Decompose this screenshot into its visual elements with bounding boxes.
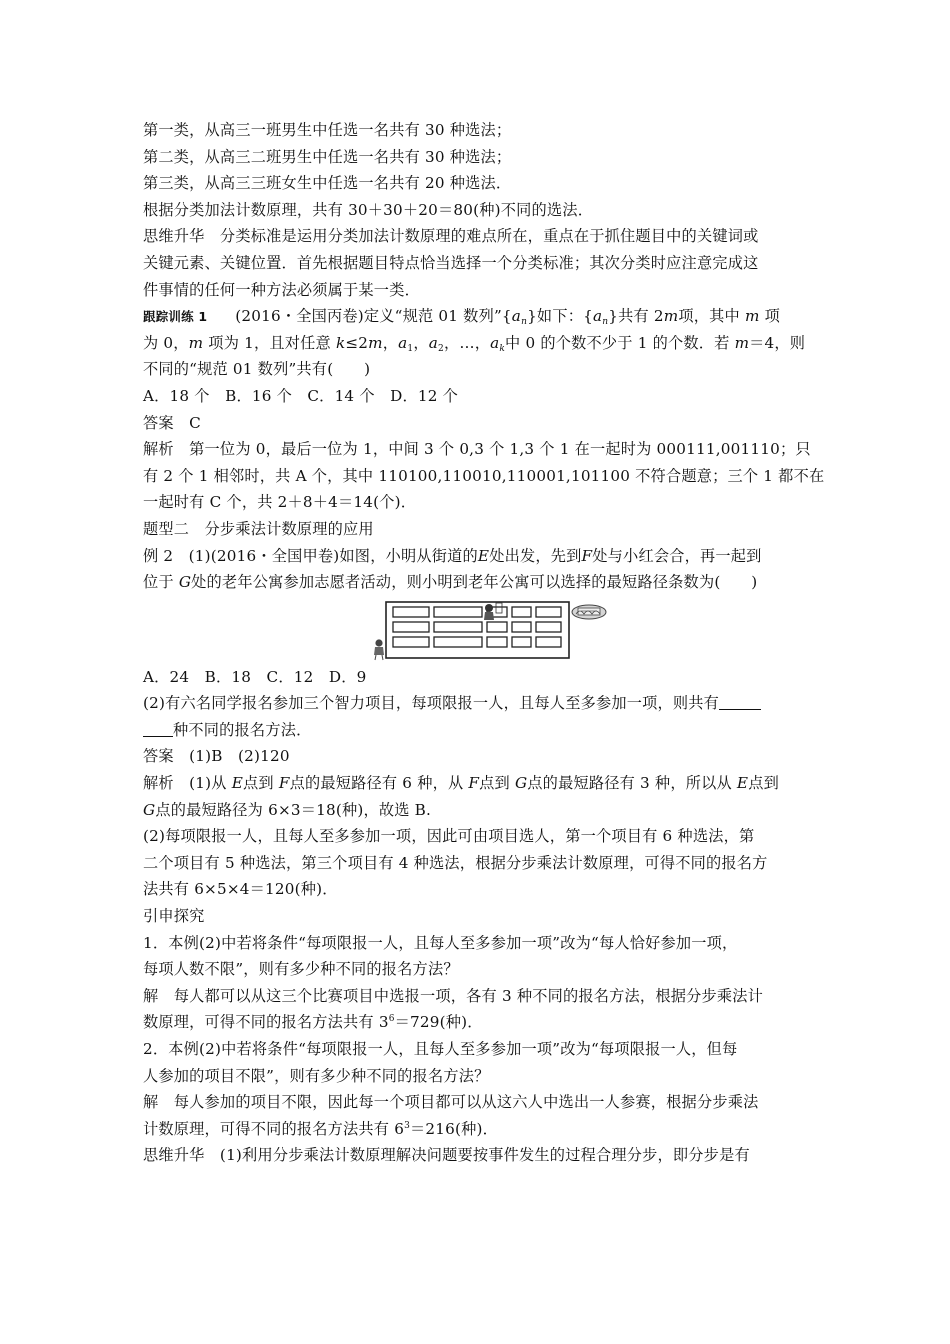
- text-line: 1．本例(2)中若将条件“每项限报一人，且每人至多参加一项”改为“每人恰好参加一项，: [143, 933, 738, 952]
- road-outer-frame: [386, 602, 569, 658]
- text-line: 根据分类加法计数原理，共有 30＋30＋20＝80(种)不同的选法．: [143, 200, 594, 219]
- street-map-figure: [143, 600, 815, 662]
- fill-blank: [143, 722, 173, 737]
- answer-options: A．24 B．18 C．12 D．9: [143, 667, 367, 686]
- text-line: 人参加的项目不限”，则有多少种不同的报名方法？: [143, 1066, 490, 1085]
- example-line-1: 例 2 (1)(2016・全国甲卷)如图，小明从街道的E处出发，先到F处与小红会合，再一起到: [143, 546, 762, 565]
- street-grid-diagram: [143, 600, 815, 662]
- solution-line: 解析 第一位为 0，最后一位为 1，中间 3 个 0,3 个 1,3 个 1 在一起时为 000111,001110；只: [143, 440, 811, 459]
- solution-line: 有 2 个 1 相邻时，共 A 个，其中 110100,110010,110001,101100 不符合题意；三个 1 都不在: [143, 466, 825, 485]
- person-icon-e: [374, 639, 384, 660]
- text-line: 2．本例(2)中若将条件“每项限报一人，且每人至多参加一项”改为“每项限报一人，但每: [143, 1040, 738, 1058]
- text-line: 思维升华 (1)利用分步乘法计数原理解决问题要按事件发生的过程合理分步，即分步是有: [143, 1146, 750, 1165]
- text-line: 思维升华 分类标准是运用分类加法计数原理的难点所在，重点在于抓住题目中的关键词或: [143, 227, 759, 246]
- practice-question-line-1: 跟踪训练 1 (2016・全国丙卷)定义“规范 01 数列$”\{a_n\}$如下：$\{a_n\}$共有 2m项，其中 m 项: [143, 307, 780, 328]
- practice-tag: 跟踪训练 1: [143, 309, 208, 325]
- practice-question-line-2: 为 0，m 项为 1，且对任意 k≤2m，$a_1$，$a_2$，…，$a_k$中 0 的个数不少于 1 的个数．若 m＝4，则: [143, 333, 806, 354]
- apartment-icon-g: [572, 605, 606, 619]
- text-line: 件事情的任何一种方法必须属于某一类．: [143, 280, 420, 299]
- text-line: 不同的“规范 01 数列”共有( ): [143, 360, 371, 379]
- text-line: 解 每人都可以从这三个比赛项目中选报一项，各有 3 种不同的报名方法，根据分步乘法计: [143, 986, 764, 1005]
- text-line: 第二类，从高三二班男生中任选一名共有 30 种选法；: [143, 147, 512, 166]
- solution-line: 解析 (1)从 E点到 F点的最短路径有 6 种，从 F点到 G点的最短路径有 3 种，所以从 E点到: [143, 774, 779, 793]
- question-line: (2)有六名同学报名参加三个智力项目，每项限报一人，且每人至多参加一项，则共有: [143, 690, 815, 717]
- answer-line: 答案 (1)B (2)120: [143, 747, 290, 766]
- text-line: 数原理，可得不同的报名方法共有 $3^6=729$(种)．: [143, 1013, 483, 1032]
- text-line: 每项人数不限”，则有多少种不同的报名方法？: [143, 960, 459, 979]
- solution-line: G点的最短路径为 6×3＝18(种)，故选 B.: [143, 800, 432, 819]
- text-line: 计数原理，可得不同的报名方法共有 $6^3=216$(种)．: [143, 1119, 499, 1138]
- text-line: 解 每人参加的项目不限，因此每一个项目都可以从这六人中选出一人参赛，根据分步乘法: [143, 1093, 759, 1112]
- solution-line: 法共有 6×5×4＝120(种)．: [143, 880, 338, 899]
- section-heading: 引申探究: [143, 907, 205, 926]
- text-line: 第三类，从高三三班女生中任选一名共有 20 种选法．: [143, 174, 512, 193]
- document-page: [143, 117, 825, 1169]
- text-line: 关键元素、关键位置．首先根据题目特点恰当选择一个分类标准；其次分类时应注意完成这: [143, 253, 759, 272]
- solution-line: 一起时有 C 个，共 2＋8＋4＝14(个)．: [143, 493, 417, 512]
- answer-options: A．18 个 B．16 个 C．14 个 D．12 个: [143, 386, 459, 405]
- question-line: 种不同的报名方法．: [143, 717, 815, 744]
- fill-blank: [719, 695, 761, 710]
- section-heading: 题型二 分步乘法计数原理的应用: [143, 519, 374, 538]
- solution-line: 二个项目有 5 种选法，第三个项目有 4 种选法，根据分步乘法计数原理，可得不同的报名方: [143, 853, 768, 872]
- text-line: 第一类，从高三一班男生中任选一名共有 30 种选法；: [143, 121, 512, 139]
- answer-line: 答案 C: [143, 413, 201, 432]
- example-line-2: 位于 G处的老年公寓参加志愿者活动，则小明到老年公寓可以选择的最短路径条数为( ): [143, 573, 758, 592]
- solution-line: (2)每项限报一人，且每人至多参加一项，因此可由项目选人，第一个项目有 6 种选法，第: [143, 827, 755, 846]
